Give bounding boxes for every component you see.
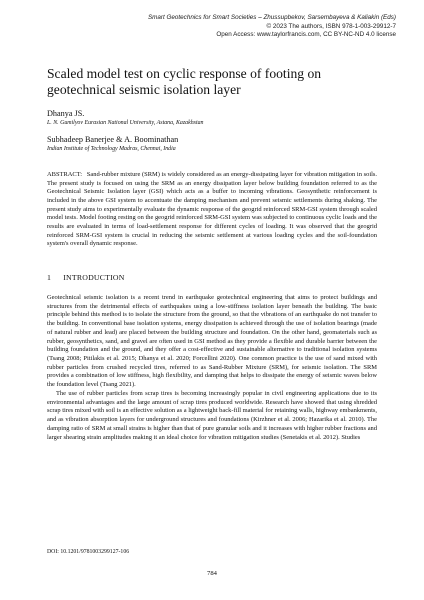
paper-title: Scaled model test on cyclic response of footing on geotechnical seismic isolation layer xyxy=(47,66,322,97)
abstract-label: ABSTRACT: xyxy=(47,171,83,178)
section-title: INTRODUCTION xyxy=(63,273,125,282)
affiliation-2: Indian Institute of Technology Madras, Chennai, India xyxy=(47,146,176,152)
author-2: Subhadeep Banerjee & A. Boominathan xyxy=(47,135,179,144)
paragraph: The use of rubber particles from scrap tires is becoming increasingly popular in civil engineering applications due to its environmental advantages and the large amount of scrap tires produced worldwide. Research have showed that using shredded scrap tires mixed with soil is an effective solution as a lightweight back-fill material for retaining walls, highway embankments, and as vibration absorption layers for underground structures and foundations (Kirzhner et al. 2006; Hazarika et al. 2010). The damping ratio of SRM at small strains is higher than that of pure granular soils and it increases with higher rubber fractions and larger shearing strain amplitudes making it an ideal choice for vibration mitigation studies (Senetakis et al. 2012). Studies xyxy=(47,389,377,441)
running-header xyxy=(148,14,396,40)
doi: DOI: 10.1201/9781003299127-106 xyxy=(47,549,130,555)
section-number: 1 xyxy=(47,273,52,282)
page-number: 784 xyxy=(207,570,217,577)
body-text xyxy=(47,294,377,442)
header-license: Open Access: www.taylorfrancis.com, CC BY-NC-ND 4.0 license xyxy=(216,31,396,39)
abstract-text: Sand-rubber mixture (SRM) is widely considered as an energy-dissipating layer for vibration mitigation in soils. The present study is focused on using the SRM as an energy dissipation layer below building foundation referred to as the Geotechnical Seismic Isolation layer (GSI) which acts as a buffer to incoming vibrations. Geosynthetic reinforcement is included in the above GSI system to accentuate the damping mechanism and prevent seismic settlements during shaking. The present study aims to experimentally evaluate the dynamic response of the geogrid reinforced SRM-GSI system through scaled model tests. Model footing resting on the geogrid reinforced SRM-GSI system was subjected to continuous cyclic loads and the results are evaluated in terms of load-settlement response for different cycles of loading. It was observed that the geogrid reinforced SRM-GSI system is crucial in reducing the seismic settlement at various loading cycles and the soil-foundation system's overall dynamic response. xyxy=(47,171,378,248)
header-book-info: Smart Geotechnics for Smart Societies – Zhussupbekov, Sarsembayeva & Kaliakin (Eds) xyxy=(147,14,396,21)
abstract xyxy=(47,171,377,249)
section-heading xyxy=(47,273,125,282)
header-isbn: © 2023 The authors, ISBN 978-1-003-29912-7 xyxy=(266,22,396,30)
author-1: Dhanya JS. xyxy=(47,109,85,118)
paragraph: Geotechnical seismic isolation is a recent trend in earthquake geotechnical engineering that aims to protect buildings and structures from the detrimental effects of earthquakes using a low-stiffness isolation layer beneath the building. The basic principle behind this method is to isolate the structure from the ground, so that the vibrations of an earthquake do not transfer to the building. In conventional base isolation systems, energy dissipation is achieved through the use of isolation bearings (made of natural rubber and lead) are placed between the building structure and foundation. On the other hand, geomaterials such as rubber, geosynthetics, sand, and gravel are often used in GSI method as they provide a flexible and durable barrier between the building foundation and the ground, and they offer a cost-effective and sustainable alternative to traditional isolation systems (Tsang 2008; Pitilakis et al. 2015; Dhanya et al. 2020; Forcellini 2020). One common practice is the use of sand mixed with rubber particles from crushed recycled tires, referred to as Sand-Rubber Mixture (SRM), for seismic isolation. The SRM provides a combination of low stiffness, high flexibility, and damping that helps to dissipate the energy of seismic waves below the foundation level (Tsang 2021). xyxy=(47,294,377,389)
affiliation-1: L. N. Gumilyov Eurasian National University, Astana, Kazakhstan xyxy=(47,120,204,126)
